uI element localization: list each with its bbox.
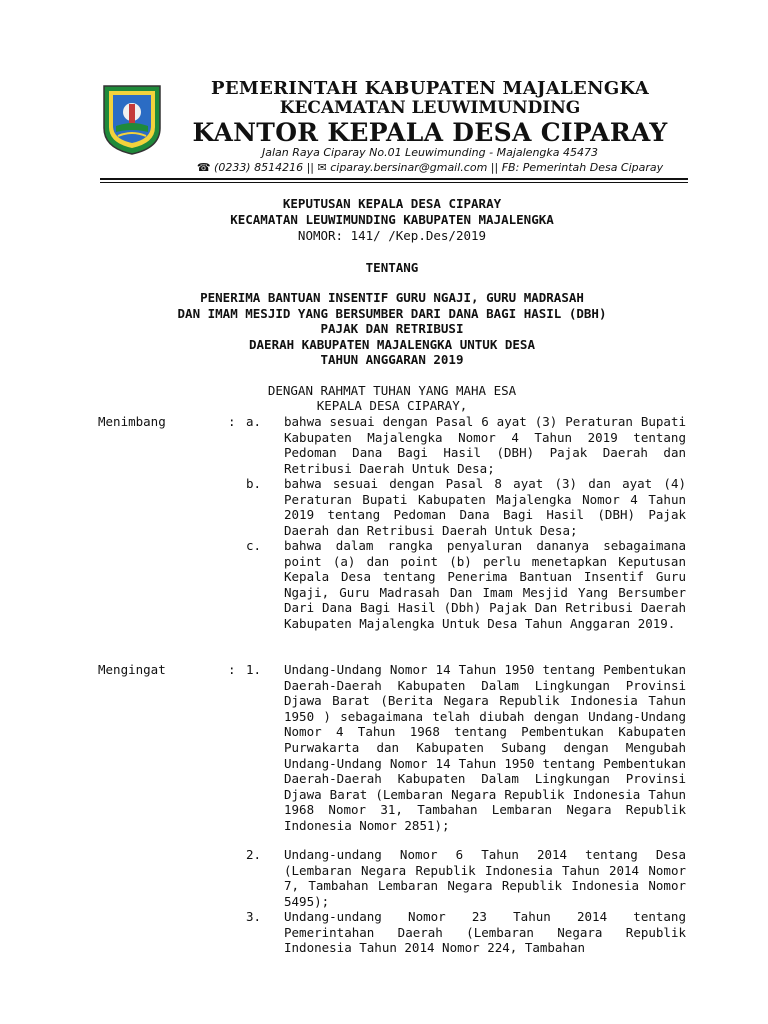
mengingat-item-number: 2. (246, 847, 262, 862)
decree-title-1: KEPUTUSAN KEPALA DESA CIPARAY (282, 196, 502, 211)
opening-line-1: DENGAN RAHMAT TUHAN YANG MAHA ESA (267, 383, 517, 398)
opening-line-2: KEPALA DESA CIPARAY, (316, 398, 468, 413)
mengingat-item-text: Undang-undang Nomor 6 Tahun 2014 tentang Desa (Lembaran Negara Republik Indonesia Tahun 2014 Nomor 7, Tambahan Lembaran Negara Republik Indonesia Nomor 5495); (284, 847, 686, 909)
subject-line-2: DAN IMAM MESJID YANG BERSUMBER DARI DANA BAGI HASIL (DBH) (177, 306, 607, 321)
menimbang-item-number: c. (246, 538, 262, 553)
menimbang-item-text: bahwa sesuai dengan Pasal 8 ayat (3) dan ayat (4) Peraturan Bupati Kabupaten Majalengka Nomor 4 Tahun 2019 tentang Pedoman Dana Bagi Hasil (DBH) Pajak Daerah dan Retribusi Daerah Untuk Desa; (284, 476, 686, 538)
decree-number: NOMOR: 141/ /Kep.Des/2019 (297, 228, 487, 243)
letterhead-rule (100, 178, 688, 180)
office-contact: ☎ (0233) 8514216 || ✉ ciparay.bersinar@gmail.com || FB: Pemerintah Desa Ciparay (196, 161, 664, 174)
menimbang-item-text: bahwa dalam rangka penyaluran dananya sebagaimana point (a) dan point (b) perlu menetapkan Keputusan Kepala Desa tentang Penerima Bantuan Insentif Guru Ngaji, Guru Madrasah Dan Imam Mesjid Yang Bersumber Dari Dana Bagi Hasil (Dbh) Pajak Dan Retribusi Daerah Kabupaten Majalengka Untuk Desa Tahun Anggaran 2019. (284, 538, 686, 631)
mengingat-colon: : (228, 662, 236, 677)
menimbang-item-text: bahwa sesuai dengan Pasal 6 ayat (3) Peraturan Bupati Kabupaten Majalengka Nomor 4 Tahun 2019 tentang Pedoman Dana Bagi Hasil (DBH) Pajak Daerah dan Retribusi Daerah Untuk Desa; (284, 414, 686, 476)
mengingat-item-text: Undang-undang Nomor 23 Tahun 2014 tentang Pemerintahan Daerah (Lembaran Negara Republik Indonesia Tahun 2014 Nomor 224, Tambahan (284, 909, 686, 956)
menimbang-item-number: b. (246, 476, 262, 491)
office-name: KANTOR KEPALA DESA CIPARAY (192, 118, 668, 147)
subject-line-4: DAERAH KABUPATEN MAJALENGKA UNTUK DESA (249, 337, 535, 352)
menimbang-label: Menimbang (98, 414, 166, 429)
letterhead-rule-thin (100, 182, 688, 183)
mengingat-item-text: Undang-Undang Nomor 14 Tahun 1950 tentang Pembentukan Daerah-Daerah Kabupaten Dalam Lingkungan Provinsi Djawa Barat (Berita Negara Republik Indonesia Tahun 1950 ) sebagaimana telah diubah dengan Undang-Undang Nomor 4 Tahun 1968 tentang Pembentukan Kabupaten Purwakarta dan Kabupaten Subang dengan Mengubah Undang-Undang Nomor 14 Tahun 1950 tentang Pembentukan Daerah-Daerah Kabupaten Dalam Lingkungan Provinsi Djawa Barat (Lembaran Negara Republik Indonesia Tahun 1968 Nomor 31, Tambahan Lembaran Negara Republik Indonesia Nomor 2851); (284, 662, 686, 833)
mengingat-label: Mengingat (98, 662, 166, 677)
subject-line-1: PENERIMA BANTUAN INSENTIF GURU NGAJI, GURU MADRASAH (200, 290, 584, 305)
menimbang-item-number: a. (246, 414, 262, 429)
subject-line-5: TAHUN ANGGARAN 2019 (320, 352, 464, 367)
office-address: Jalan Raya Ciparay No.01 Leuwimunding - Majalengka 45473 (262, 146, 598, 159)
mengingat-item-number: 3. (246, 909, 262, 924)
menimbang-colon: : (228, 414, 236, 429)
decree-title-2: KECAMATAN LEUWIMUNDING KABUPATEN MAJALENGKA (230, 212, 554, 227)
government-name: PEMERINTAH KABUPATEN MAJALENGKA (211, 78, 649, 99)
majalengka-regency-emblem-icon (100, 82, 164, 156)
district-name: KECAMATAN LEUWIMUNDING (279, 98, 581, 118)
mengingat-item-number: 1. (246, 662, 262, 677)
tentang-heading: TENTANG (365, 260, 419, 275)
subject-line-3: PAJAK DAN RETRIBUSI (320, 321, 464, 336)
